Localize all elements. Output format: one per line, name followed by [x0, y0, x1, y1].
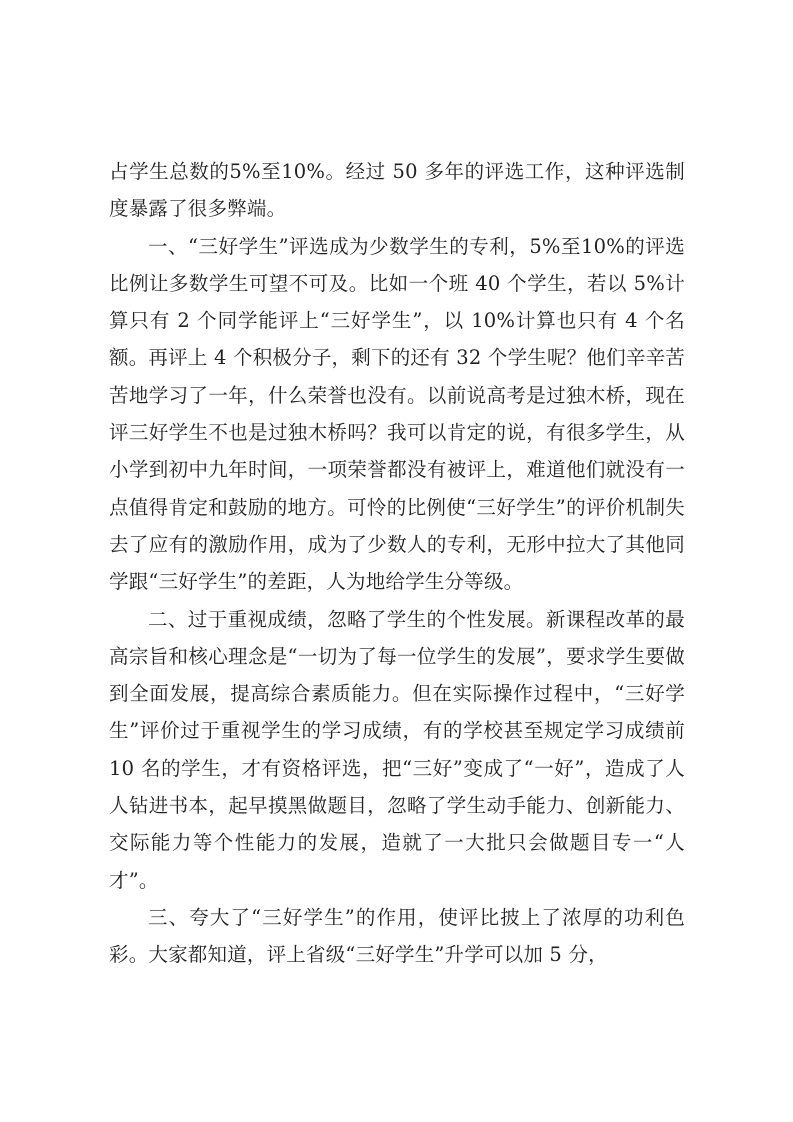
paragraph-continuation: 占学生总数的5%至10%。经过 50 多年的评选工作，这种评选制度暴露了很多弊端。: [109, 160, 685, 221]
document-body: [109, 153, 685, 974]
paragraph-point-three: 三、夸大了“三好学生”的作用，使评比披上了浓厚的功利色彩。大家都知道，评上省级“三好学生”升学可以加 5 分，: [109, 905, 685, 967]
paragraph-point-one: 一、“三好学生”评选成为少数学生的专利，5%至10%的评选比例让多数学生可望不可及。比如一个班 40 个学生，若以 5%计算只有 2 个同学能评上“三好学生”，以 10%计算也只有 4 个名额。再评上 4 个积极分子，剩下的还有 32 个学生呢？他们辛辛苦苦地学习了一年，什么荣誉也没有。以前说高考是过独木桥，现在评三好学生不也是过独木桥吗？我可以肯定的说，有很多学生，从小学到初中九年时间，一项荣誉都没有被评上，难道他们就没有一点值得肯定和鼓励的地方。可怜的比例使“三好学生”的评价机制失去了应有的激励作用，成为了少数人的专利，无形中拉大了其他同学跟“三好学生”的差距，人为地给学生分等级。: [109, 234, 685, 594]
paragraph-point-two: 二、过于重视成绩，忽略了学生的个性发展。新课程改革的最高宗旨和核心理念是“一切为了每一位学生的发展”，要求学生要做到全面发展，提高综合素质能力。但在实际操作过程中，“三好学生”评价过于重视学生的学习成绩，有的学校甚至规定学习成绩前 10 名的学生，才有资格评选，把“三好”变成了“一好”，造成了人人钻进书本，起早摸黑做题目，忽略了学生动手能力、创新能力、交际能力等个性能力的发展，造就了一大批只会做题目专一“人才”。: [109, 607, 685, 892]
